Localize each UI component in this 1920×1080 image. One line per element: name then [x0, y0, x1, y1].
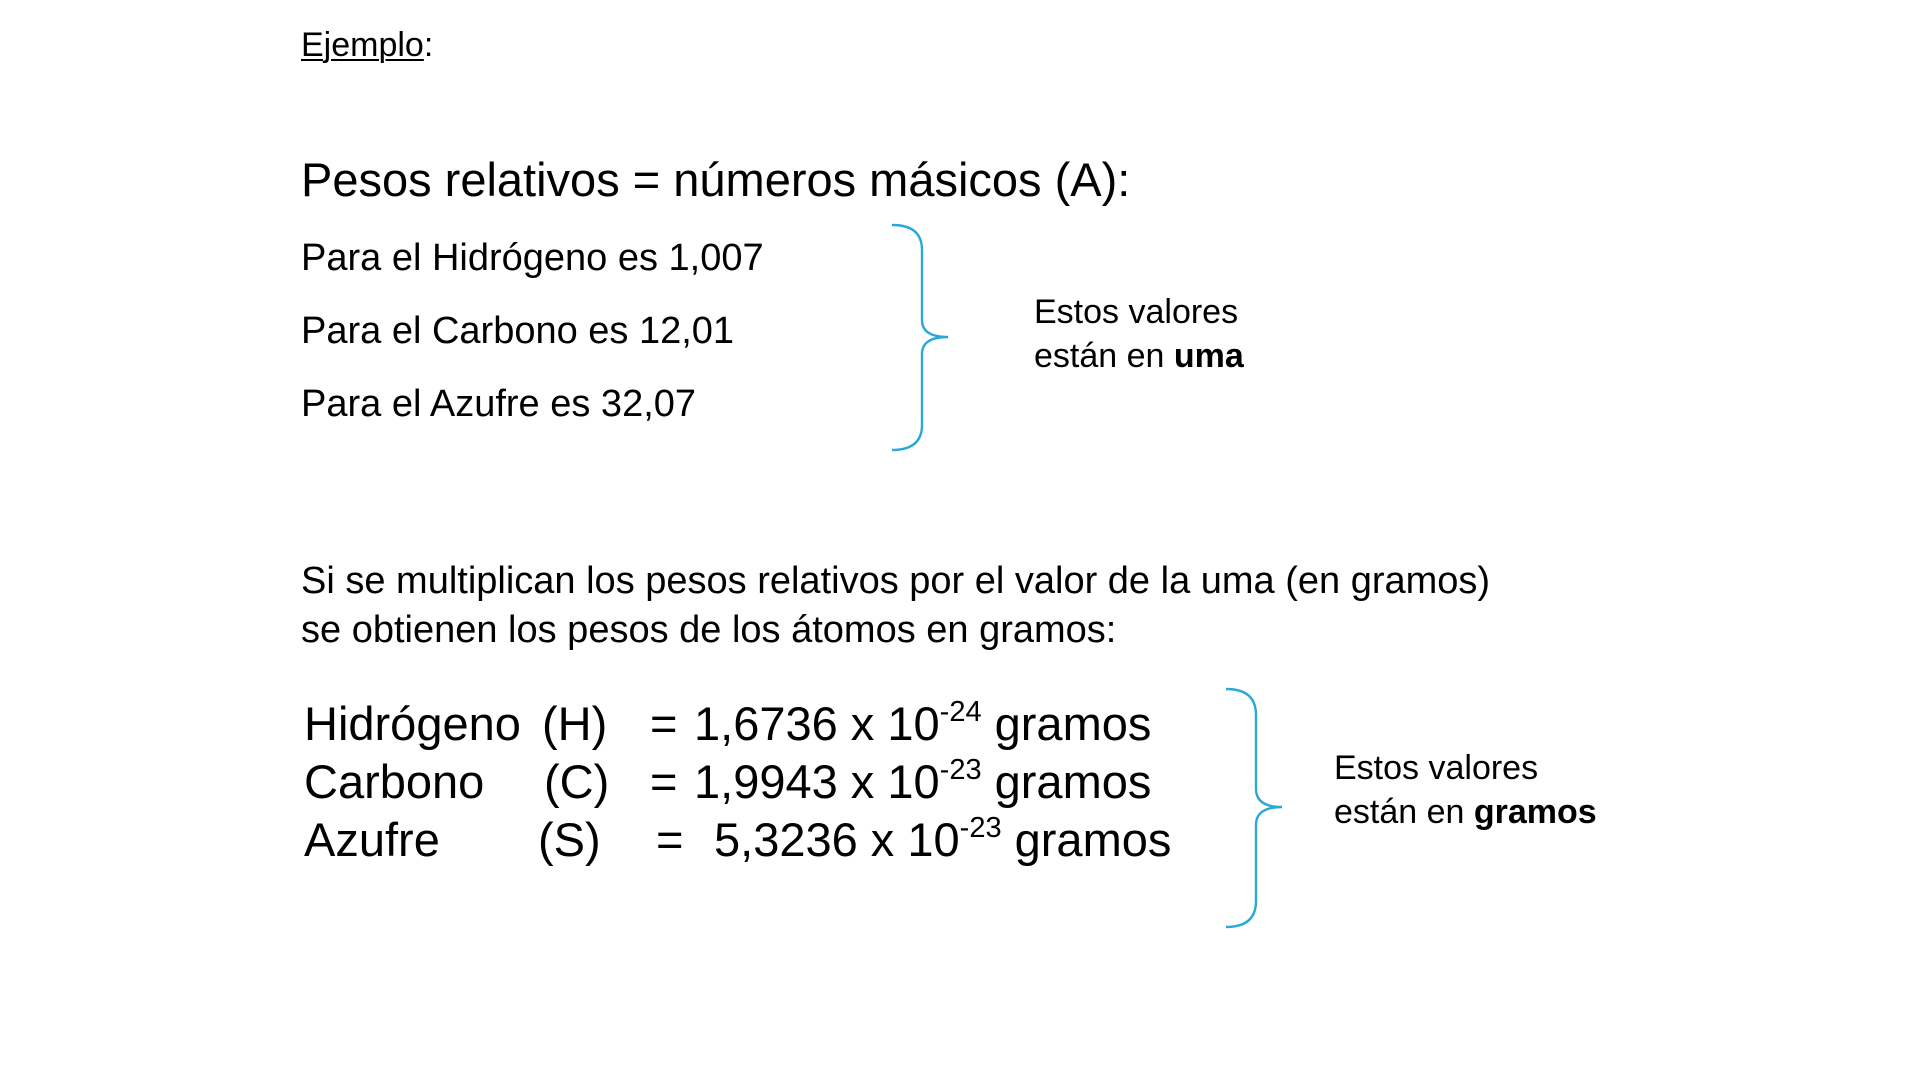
element-name: Hidrógeno	[304, 697, 521, 750]
intro-paragraph	[301, 557, 1490, 655]
example-label-text: Ejemplo	[301, 26, 424, 64]
weight-mantissa: 1,9943 x 10	[694, 755, 940, 808]
weight-unit: gramos	[994, 697, 1152, 750]
note-gramos-prefix: están en	[1334, 793, 1474, 831]
weight-exponent: -23	[939, 754, 982, 786]
element-symbol: (H)	[542, 697, 608, 750]
brace-uma-path	[892, 225, 948, 450]
weight-mantissa: 5,3236 x 10	[714, 813, 960, 866]
note-uma-line1: Estos valores	[1034, 293, 1239, 331]
note-gramos-line1: Estos valores	[1334, 749, 1539, 787]
element-symbol: (S)	[538, 813, 601, 866]
weight-value	[694, 754, 1151, 812]
intro-line1: Si se multiplican los pesos relativos por el valor de la uma (en gramos)	[301, 560, 1491, 602]
absolute-weight-carbon	[304, 754, 1264, 812]
absolute-weight-hydrogen	[304, 696, 1264, 754]
equals-sign: =	[650, 697, 678, 750]
equals-sign: =	[656, 813, 684, 866]
note-uma-bold: uma	[1173, 337, 1244, 375]
element-name: Azufre	[304, 813, 440, 866]
relative-weight-sulfur: Para el Azufre es 32,07	[301, 383, 697, 425]
weight-exponent: -24	[939, 696, 982, 728]
weight-mantissa: 1,6736 x 10	[694, 697, 940, 750]
weight-value	[714, 812, 1171, 870]
brace-gramos	[1216, 685, 1296, 935]
note-uma-prefix: están en	[1034, 337, 1174, 375]
weight-exponent: -23	[959, 812, 1002, 844]
element-symbol: (C)	[544, 755, 610, 808]
element-name: Carbono	[304, 755, 485, 808]
weight-unit: gramos	[1014, 813, 1172, 866]
note-gramos	[1334, 746, 1597, 834]
brace-uma	[880, 220, 960, 460]
relative-weight-carbon: Para el Carbono es 12,01	[301, 310, 735, 352]
intro-line2: se obtienen los pesos de los átomos en gramos:	[301, 609, 1117, 651]
note-uma	[1034, 290, 1244, 378]
relative-weight-hydrogen: Para el Hidrógeno es 1,007	[301, 237, 764, 279]
note-gramos-line2	[1334, 790, 1597, 834]
section-heading: Pesos relativos = números másicos (A):	[301, 153, 1131, 206]
example-label	[301, 26, 433, 65]
note-uma-line2	[1034, 334, 1244, 378]
weight-unit: gramos	[994, 755, 1152, 808]
weight-value	[694, 696, 1151, 754]
note-gramos-bold: gramos	[1473, 793, 1597, 831]
brace-gramos-path	[1226, 689, 1282, 927]
absolute-weight-sulfur	[304, 812, 1264, 870]
example-label-colon: :	[423, 26, 434, 64]
equals-sign: =	[650, 755, 678, 808]
